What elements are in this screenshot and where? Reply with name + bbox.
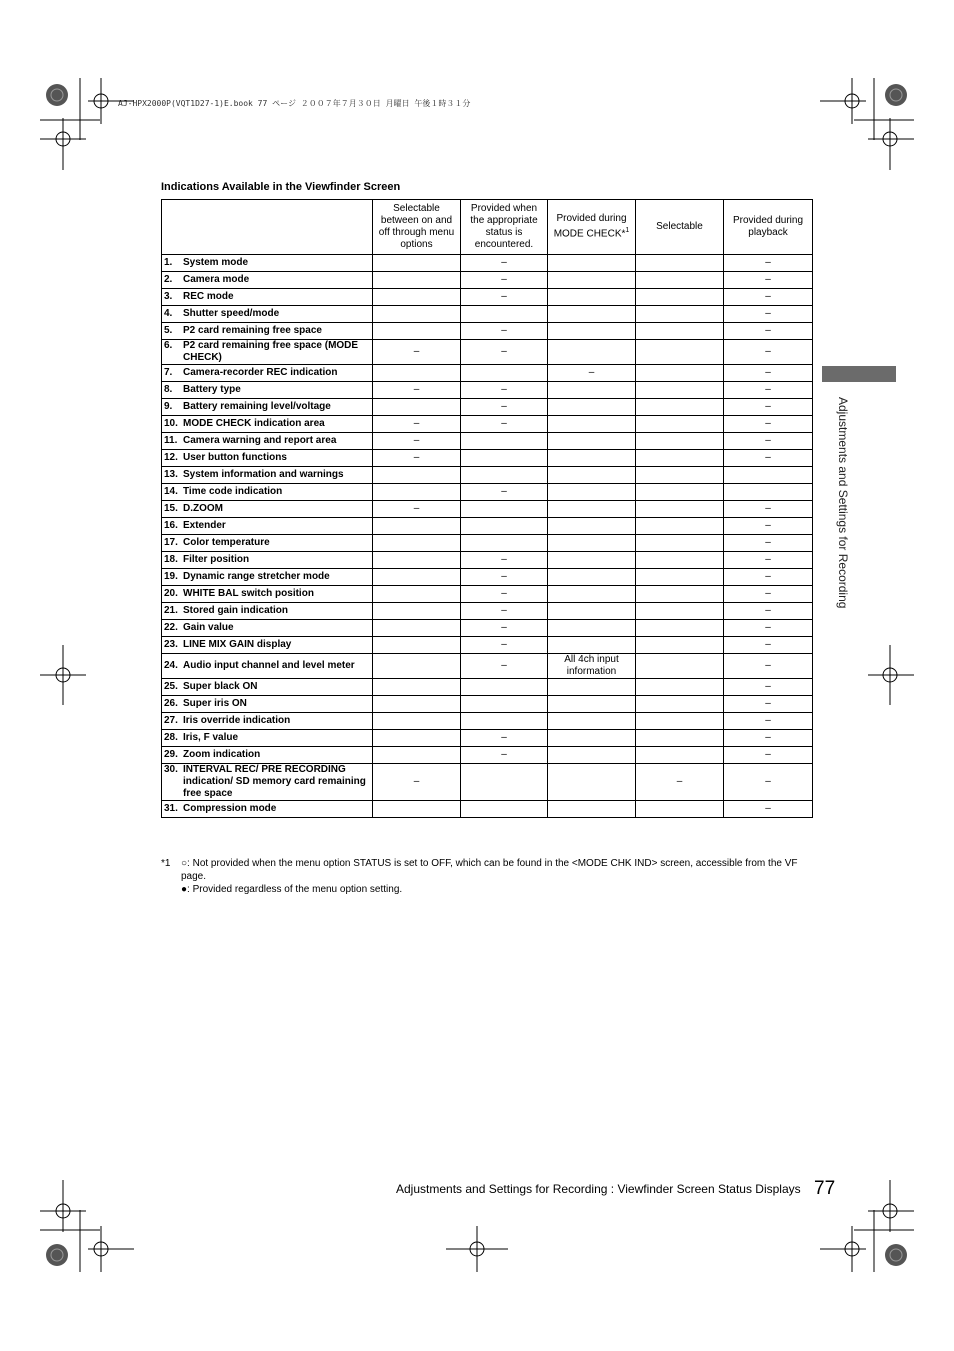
- cell-playback: –: [724, 535, 813, 552]
- cell-status-provided: –: [461, 289, 548, 306]
- cell-playback: –: [724, 801, 813, 818]
- cell-selectable: [636, 569, 724, 586]
- table-row: [162, 620, 813, 637]
- cell-playback: –: [724, 569, 813, 586]
- row-number: 8.: [164, 384, 173, 395]
- cell-selectable: [636, 467, 724, 484]
- row-label-cell: [162, 340, 373, 365]
- row-label: Super iris ON: [183, 698, 247, 709]
- table-row: [162, 289, 813, 306]
- cell-selectable-menu: [373, 654, 461, 679]
- table-row: [162, 696, 813, 713]
- cell-selectable: [636, 696, 724, 713]
- section-title: Indications Available in the Viewfinder Screen: [161, 181, 401, 193]
- row-label: P2 card remaining free space (MODE CHECK): [183, 340, 359, 363]
- row-number: 20.: [164, 588, 178, 599]
- row-number: 4.: [164, 308, 173, 319]
- row-label: Color temperature: [183, 537, 270, 548]
- row-number: 10.: [164, 418, 178, 429]
- cell-selectable: [636, 586, 724, 603]
- cell-mode-check: [548, 764, 636, 801]
- footnote-mark: *1: [161, 858, 171, 869]
- cell-status-provided: –: [461, 416, 548, 433]
- cell-selectable: [636, 399, 724, 416]
- cell-playback: –: [724, 696, 813, 713]
- cell-status-provided: [461, 306, 548, 323]
- row-number: 13.: [164, 469, 178, 480]
- cell-selectable: [636, 603, 724, 620]
- cell-status-provided: –: [461, 484, 548, 501]
- cell-playback: –: [724, 637, 813, 654]
- page-number: 77: [814, 1178, 836, 1199]
- cell-playback: –: [724, 433, 813, 450]
- table-row: [162, 323, 813, 340]
- row-label: LINE MIX GAIN display: [183, 639, 292, 650]
- cell-selectable: [636, 654, 724, 679]
- table-row: [162, 272, 813, 289]
- cell-mode-check: [548, 255, 636, 272]
- cell-mode-check: –: [548, 365, 636, 382]
- row-label: Shutter speed/mode: [183, 308, 280, 319]
- row-label: WHITE BAL switch position: [183, 588, 314, 599]
- cell-mode-check: [548, 552, 636, 569]
- cell-status-provided: [461, 801, 548, 818]
- print-header: AJ-HPX2000P(VQT1D27-1)E.book 77 ページ ２００７年７月３０日 月曜日 午後１時３１分: [118, 99, 471, 108]
- cell-status-provided: [461, 518, 548, 535]
- table-row: [162, 730, 813, 747]
- table-row: [162, 603, 813, 620]
- table-row: [162, 518, 813, 535]
- row-label-cell: [162, 289, 373, 306]
- cell-playback: –: [724, 450, 813, 467]
- cell-status-provided: [461, 467, 548, 484]
- cell-selectable: [636, 365, 724, 382]
- row-number: 21.: [164, 605, 178, 616]
- row-number: 27.: [164, 715, 178, 726]
- footnote-ref: 1: [625, 227, 630, 235]
- cell-mode-check: [548, 484, 636, 501]
- cell-status-provided: [461, 535, 548, 552]
- table-row: [162, 569, 813, 586]
- row-number: 17.: [164, 537, 178, 548]
- cell-playback: –: [724, 603, 813, 620]
- row-label-cell: [162, 696, 373, 713]
- row-label-cell: [162, 399, 373, 416]
- cell-selectable: [636, 323, 724, 340]
- row-label-cell: [162, 603, 373, 620]
- cell-status-provided: –: [461, 340, 548, 365]
- cell-selectable: [636, 484, 724, 501]
- cell-playback: –: [724, 764, 813, 801]
- row-label-cell: [162, 306, 373, 323]
- row-label: User button functions: [183, 452, 287, 463]
- row-label-cell: [162, 713, 373, 730]
- table-row: [162, 255, 813, 272]
- cell-mode-check: [548, 586, 636, 603]
- cell-selectable-menu: [373, 272, 461, 289]
- cell-selectable: [636, 382, 724, 399]
- row-label: Stored gain indication: [183, 605, 289, 616]
- header-mode-check: Provided during MODE CHECK*$^1$: [548, 200, 636, 255]
- cell-status-provided: [461, 450, 548, 467]
- row-label: REC mode: [183, 291, 234, 302]
- table-row: [162, 433, 813, 450]
- cell-playback: –: [724, 255, 813, 272]
- row-label-cell: [162, 620, 373, 637]
- row-label: Iris override indication: [183, 715, 291, 726]
- table-row: [162, 764, 813, 801]
- table-row: [162, 552, 813, 569]
- cell-playback: –: [724, 501, 813, 518]
- cell-playback: –: [724, 399, 813, 416]
- row-label-cell: [162, 654, 373, 679]
- row-label-cell: [162, 272, 373, 289]
- row-number: 5.: [164, 325, 173, 336]
- row-label-cell: [162, 416, 373, 433]
- cell-selectable: [636, 340, 724, 365]
- row-label: Gain value: [183, 622, 234, 633]
- table-row: [162, 365, 813, 382]
- row-label: Camera warning and report area: [183, 435, 337, 446]
- cell-mode-check: [548, 637, 636, 654]
- cell-playback: –: [724, 654, 813, 679]
- row-label-cell: [162, 747, 373, 764]
- row-label: Iris, F value: [183, 732, 239, 743]
- table-row: [162, 801, 813, 818]
- cell-mode-check: [548, 713, 636, 730]
- row-number: 26.: [164, 698, 178, 709]
- cell-playback: –: [724, 713, 813, 730]
- cell-selectable: [636, 801, 724, 818]
- table-row: [162, 340, 813, 365]
- cell-selectable-menu: [373, 747, 461, 764]
- row-label: System information and warnings: [183, 469, 344, 480]
- cell-selectable-menu: [373, 306, 461, 323]
- table-row: [162, 637, 813, 654]
- row-number: 29.: [164, 749, 178, 760]
- cell-status-provided: –: [461, 323, 548, 340]
- row-label: Super black ON: [183, 681, 258, 692]
- cell-playback: –: [724, 679, 813, 696]
- cell-mode-check: [548, 501, 636, 518]
- cell-playback: –: [724, 518, 813, 535]
- table-row: [162, 501, 813, 518]
- row-label-cell: [162, 433, 373, 450]
- cell-selectable-menu: –: [373, 450, 461, 467]
- row-label: Camera mode: [183, 274, 250, 285]
- row-label-cell: [162, 535, 373, 552]
- cell-status-provided: [461, 696, 548, 713]
- cell-selectable-menu: [373, 467, 461, 484]
- header-item: [162, 200, 373, 255]
- footnote-line-2: ●: Provided regardless of the menu option setting.: [181, 884, 403, 895]
- cell-mode-check: [548, 518, 636, 535]
- cell-mode-check: [548, 272, 636, 289]
- table-row: [162, 306, 813, 323]
- cell-selectable-menu: –: [373, 416, 461, 433]
- table-row: [162, 713, 813, 730]
- cell-mode-check: [548, 306, 636, 323]
- row-label: Time code indication: [183, 486, 283, 497]
- row-number: 30.: [164, 764, 178, 775]
- cell-selectable: [636, 450, 724, 467]
- cell-mode-check: [548, 323, 636, 340]
- cell-mode-check: [548, 450, 636, 467]
- row-label: Audio input channel and level meter: [183, 660, 355, 671]
- cell-mode-check: [548, 399, 636, 416]
- table-row: [162, 467, 813, 484]
- cell-selectable: [636, 289, 724, 306]
- row-label-cell: [162, 730, 373, 747]
- row-label: Battery type: [183, 384, 241, 395]
- cell-playback: –: [724, 289, 813, 306]
- cell-status-provided: –: [461, 747, 548, 764]
- header-status-provided: Provided when the appropriate status is encountered.: [461, 200, 548, 255]
- cell-mode-check: [548, 696, 636, 713]
- table-row: [162, 747, 813, 764]
- row-number: 23.: [164, 639, 178, 650]
- cell-playback: –: [724, 340, 813, 365]
- cell-mode-check: [548, 535, 636, 552]
- row-number: 28.: [164, 732, 178, 743]
- cell-selectable: [636, 637, 724, 654]
- cell-selectable: [636, 272, 724, 289]
- cell-selectable-menu: [373, 801, 461, 818]
- cell-status-provided: –: [461, 382, 548, 399]
- row-number: 14.: [164, 486, 178, 497]
- cell-mode-check: [548, 801, 636, 818]
- row-label: Compression mode: [183, 803, 277, 814]
- cell-selectable-menu: [373, 637, 461, 654]
- row-label-cell: [162, 518, 373, 535]
- cell-selectable: [636, 552, 724, 569]
- cell-selectable-menu: [373, 620, 461, 637]
- cell-selectable-menu: –: [373, 764, 461, 801]
- row-number: 24.: [164, 660, 178, 671]
- cell-status-provided: –: [461, 603, 548, 620]
- row-label: P2 card remaining free space: [183, 325, 322, 336]
- row-label-cell: [162, 637, 373, 654]
- row-label: MODE CHECK indication area: [183, 418, 325, 429]
- table-row: [162, 382, 813, 399]
- cell-playback: [724, 467, 813, 484]
- cell-selectable: –: [636, 764, 724, 801]
- row-label: Camera-recorder REC indication: [183, 367, 338, 378]
- row-label-cell: [162, 586, 373, 603]
- cell-selectable-menu: –: [373, 340, 461, 365]
- cell-selectable-menu: –: [373, 501, 461, 518]
- row-label-cell: [162, 679, 373, 696]
- row-label-cell: [162, 467, 373, 484]
- cell-selectable: [636, 518, 724, 535]
- cell-selectable: [636, 433, 724, 450]
- row-number: 7.: [164, 367, 173, 378]
- cell-selectable-menu: [373, 586, 461, 603]
- row-label: D.ZOOM: [183, 503, 223, 514]
- cell-status-provided: –: [461, 399, 548, 416]
- cell-status-provided: –: [461, 272, 548, 289]
- row-label-cell: [162, 323, 373, 340]
- row-label-cell: [162, 569, 373, 586]
- cell-status-provided: [461, 501, 548, 518]
- row-label: Zoom indication: [183, 749, 261, 760]
- cell-mode-check: [548, 679, 636, 696]
- cell-selectable-menu: [373, 255, 461, 272]
- row-label-cell: [162, 365, 373, 382]
- page-footer: Adjustments and Settings for Recording : Viewfinder Screen Status Displays: [396, 1182, 801, 1196]
- cell-selectable-menu: –: [373, 382, 461, 399]
- cell-mode-check: [548, 416, 636, 433]
- cell-selectable-menu: –: [373, 433, 461, 450]
- cell-status-provided: –: [461, 637, 548, 654]
- row-number: 2.: [164, 274, 173, 285]
- header-selectable: Selectable: [636, 200, 724, 255]
- table-row: [162, 450, 813, 467]
- cell-status-provided: –: [461, 730, 548, 747]
- cell-mode-check: [548, 603, 636, 620]
- cell-selectable-menu: [373, 679, 461, 696]
- cell-selectable-menu: [373, 518, 461, 535]
- row-label: Extender: [183, 520, 226, 531]
- cell-selectable: [636, 713, 724, 730]
- cell-playback: –: [724, 552, 813, 569]
- row-label-cell: [162, 255, 373, 272]
- table-row: [162, 416, 813, 433]
- cell-status-provided: [461, 713, 548, 730]
- cell-selectable-menu: [373, 603, 461, 620]
- cell-status-provided: –: [461, 569, 548, 586]
- table-row: [162, 535, 813, 552]
- cell-playback: –: [724, 620, 813, 637]
- row-number: 1.: [164, 257, 173, 268]
- cell-selectable: [636, 730, 724, 747]
- cell-playback: –: [724, 365, 813, 382]
- cell-status-provided: –: [461, 586, 548, 603]
- row-number: 18.: [164, 554, 178, 565]
- cell-mode-check: [548, 569, 636, 586]
- cell-playback: [724, 484, 813, 501]
- table-row: [162, 484, 813, 501]
- row-label-cell: [162, 801, 373, 818]
- row-label: INTERVAL REC/ PRE RECORDING indication/ SD memory card remaining free space: [183, 764, 366, 799]
- cell-status-provided: –: [461, 620, 548, 637]
- row-number: 19.: [164, 571, 178, 582]
- cell-playback: –: [724, 747, 813, 764]
- cell-playback: –: [724, 586, 813, 603]
- row-label: Dynamic range stretcher mode: [183, 571, 330, 582]
- cell-playback: –: [724, 306, 813, 323]
- cell-selectable: [636, 535, 724, 552]
- cell-selectable: [636, 747, 724, 764]
- table-header-row: [162, 200, 813, 255]
- cell-mode-check: [548, 382, 636, 399]
- cell-selectable-menu: [373, 399, 461, 416]
- row-number: 12.: [164, 452, 178, 463]
- cell-selectable-menu: [373, 484, 461, 501]
- cell-selectable-menu: [373, 696, 461, 713]
- cell-selectable-menu: [373, 365, 461, 382]
- cell-selectable: [636, 620, 724, 637]
- cell-status-provided: –: [461, 255, 548, 272]
- cell-status-provided: –: [461, 654, 548, 679]
- cell-selectable-menu: [373, 713, 461, 730]
- table-row: [162, 399, 813, 416]
- row-number: 6.: [164, 340, 173, 351]
- viewfinder-indications-table: [161, 199, 813, 818]
- cell-playback: –: [724, 323, 813, 340]
- row-number: 9.: [164, 401, 173, 412]
- cell-selectable: [636, 255, 724, 272]
- cell-mode-check: [548, 730, 636, 747]
- cell-status-provided: –: [461, 552, 548, 569]
- table-row: [162, 586, 813, 603]
- row-number: 25.: [164, 681, 178, 692]
- cell-selectable-menu: [373, 569, 461, 586]
- cell-playback: –: [724, 730, 813, 747]
- row-label-cell: [162, 484, 373, 501]
- row-label-cell: [162, 552, 373, 569]
- cell-status-provided: [461, 433, 548, 450]
- cell-selectable-menu: [373, 730, 461, 747]
- row-number: 3.: [164, 291, 173, 302]
- side-tab-label: Adjustments and Settings for Recording: [836, 397, 850, 609]
- row-label-cell: [162, 382, 373, 399]
- row-label: System mode: [183, 257, 249, 268]
- cell-mode-check: [548, 433, 636, 450]
- row-label-cell: [162, 450, 373, 467]
- cell-playback: –: [724, 382, 813, 399]
- cell-selectable: [636, 501, 724, 518]
- cell-selectable-menu: [373, 323, 461, 340]
- cell-selectable: [636, 679, 724, 696]
- row-number: 11.: [164, 435, 178, 446]
- table-row: [162, 654, 813, 679]
- cell-selectable: [636, 416, 724, 433]
- footnotes: [161, 857, 811, 896]
- cell-playback: –: [724, 416, 813, 433]
- cell-playback: –: [724, 272, 813, 289]
- cell-mode-check: All 4ch input information: [548, 654, 636, 679]
- cell-mode-check: [548, 620, 636, 637]
- row-number: 15.: [164, 503, 178, 514]
- cell-mode-check: [548, 289, 636, 306]
- header-playback: Provided during playback: [724, 200, 813, 255]
- cell-selectable-menu: [373, 535, 461, 552]
- cell-mode-check: [548, 467, 636, 484]
- cell-selectable-menu: [373, 289, 461, 306]
- side-tab: [822, 366, 896, 382]
- cell-mode-check: [548, 340, 636, 365]
- cell-selectable-menu: [373, 552, 461, 569]
- header-selectable-menu: Selectable between on and off through menu options: [373, 200, 461, 255]
- footnote-line-1: ○: Not provided when the menu option STATUS is set to OFF, which can be found in the <MODE CHK IND> screen, accessible from the VF page.: [181, 858, 798, 882]
- row-label: Battery remaining level/voltage: [183, 401, 331, 412]
- row-number: 22.: [164, 622, 178, 633]
- cell-status-provided: [461, 764, 548, 801]
- row-label: Filter position: [183, 554, 250, 565]
- table-row: [162, 679, 813, 696]
- cell-selectable: [636, 306, 724, 323]
- cell-mode-check: [548, 747, 636, 764]
- row-number: 31.: [164, 803, 178, 814]
- cell-status-provided: [461, 365, 548, 382]
- row-label-cell: [162, 764, 373, 801]
- row-number: 16.: [164, 520, 178, 531]
- cell-status-provided: [461, 679, 548, 696]
- row-label-cell: [162, 501, 373, 518]
